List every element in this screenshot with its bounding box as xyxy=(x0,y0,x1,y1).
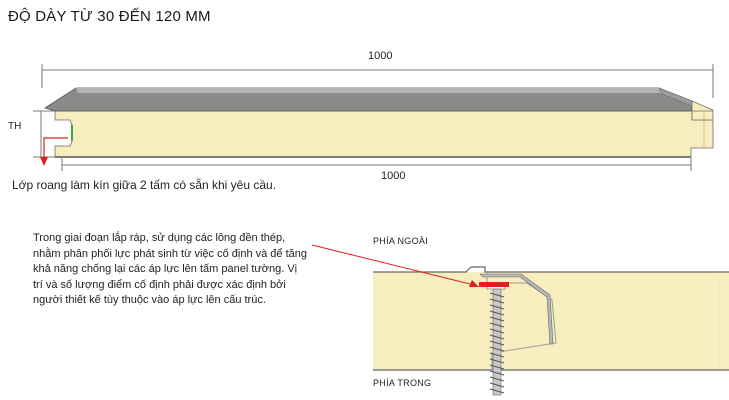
page-title: ĐỘ DÀY TỪ 30 ĐẾN 120 MM xyxy=(8,8,211,25)
gasket-note: Lớp roang làm kín giữa 2 tấm có sẵn khi yêu cầu. xyxy=(12,178,277,192)
panel-profile xyxy=(45,88,713,157)
thickness-label: TH xyxy=(8,121,22,132)
joint-detail xyxy=(373,267,729,395)
inner-side-label: PHÍA TRONG xyxy=(373,378,432,388)
outer-side-label: PHÍA NGOÀI xyxy=(373,236,429,246)
top-length-label: 1000 xyxy=(368,50,393,62)
bottom-dimension xyxy=(62,158,691,171)
bottom-length-label: 1000 xyxy=(381,170,406,182)
assembly-note: Trong giai đoạn lắp ráp, sử dụng các lông đền thép, nhằm phân phối lực phát sinh từ việc cố định và để tăng khả năng chống lại các áp lực lên tấm panel tường. Vị trí và số lượng điểm cố định phải được xác định bởi người thiết kế tùy thuộc vào áp lực lên cấu trúc. xyxy=(33,232,308,307)
steel-washer xyxy=(479,282,509,287)
